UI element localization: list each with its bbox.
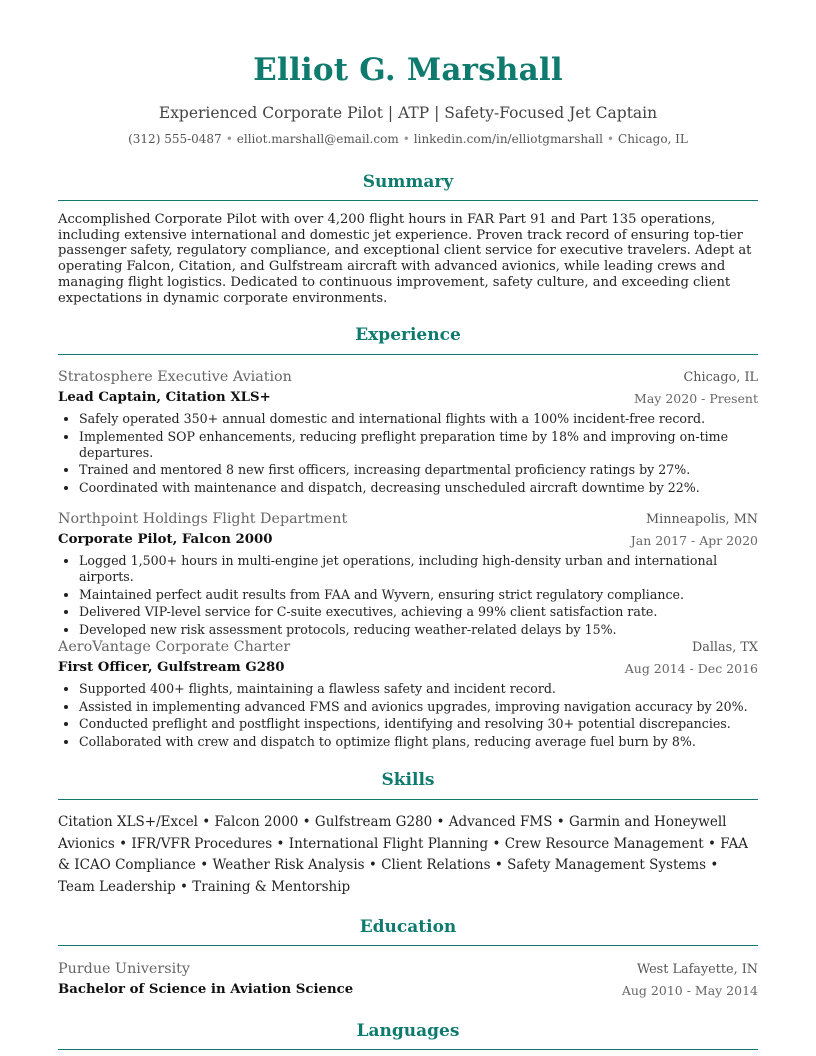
experience-company: Northpoint Holdings Flight Department: [58, 511, 348, 527]
experience-dates: Aug 2014 - Dec 2016: [624, 661, 758, 676]
skills-text: Citation XLS+/Excel • Falcon 2000 • Gulfstream G280 • Advanced FMS • Garmin and Honeywell Avionics • IFR/VFR Procedures • International Flight Planning • Crew Resource Management • FAA & ICAO Compliance • Weather Risk Analysis • Client Relations • Safety Management Systems • Team Leadership • Training & Mentorship: [58, 814, 748, 895]
experience-bullets: [58, 553, 758, 638]
section-title-languages: Languages: [356, 1021, 460, 1041]
experience-bullet: • Safely operated 350+ annual domestic and international flights with a 100% incident-free record.: [79, 411, 758, 427]
experience-role: Lead Captain, Citation XLS+: [58, 390, 271, 405]
section-divider: [58, 799, 758, 800]
contact-separator: •: [225, 132, 233, 146]
section-title-education: Education: [359, 917, 457, 937]
experience-bullet: • Collaborated with crew and dispatch to optimize flight plans, reducing average fuel burn by 8%.: [79, 734, 758, 750]
experience-dates: Jan 2017 - Apr 2020: [630, 533, 758, 548]
experience-location: Chicago, IL: [683, 370, 758, 385]
experience-entry: [58, 369, 758, 497]
experience-bullet: • Coordinated with maintenance and dispatch, decreasing unscheduled aircraft downtime by 22%.: [79, 480, 758, 496]
summary-text: Accomplished Corporate Pilot with over 4,200 flight hours in FAR Part 91 and Part 135 operations, including extensive international and domestic jet experience. Proven track record of ensuring top-tier passenger safety, regulatory compliance, and exceptional client service for executive travelers. Adept at operating Falcon, Citation, and Gulfstream aircraft with advanced avionics, while leading crews and managing flight logistics. Dedicated to continuous improvement, safety culture, and exceeding client expectations in dynamic corporate environments.: [58, 212, 752, 306]
education-degree-row: [58, 982, 758, 1003]
contact-linkedin[interactable]: linkedin.com/in/elliotgmarshall: [413, 132, 603, 146]
experience-role-row: [58, 660, 758, 681]
section-divider: [58, 200, 758, 201]
section-title-experience: Experience: [355, 325, 461, 345]
experience-company-row: [58, 511, 758, 532]
experience-role-row: [58, 532, 758, 553]
experience-entry: [58, 511, 758, 639]
section-title-summary: Summary: [362, 172, 454, 192]
experience-role: First Officer, Gulfstream G280: [58, 660, 285, 675]
experience-bullet: • Maintained perfect audit results from FAA and Wyvern, ensuring strict regulatory compliance.: [79, 587, 758, 603]
experience-bullet: • Delivered VIP-level service for C-suite executives, achieving a 99% client satisfaction rate.: [79, 604, 758, 620]
candidate-name: Elliot G. Marshall: [253, 52, 563, 88]
experience-company: Stratosphere Executive Aviation: [58, 369, 292, 385]
experience-bullet: • Conducted preflight and postflight inspections, identifying and resolving 30+ potential discrepancies.: [79, 716, 758, 732]
experience-role: Corporate Pilot, Falcon 2000: [58, 532, 273, 547]
experience-bullet: • Supported 400+ flights, maintaining a flawless safety and incident record.: [79, 681, 758, 697]
education-school-row: [58, 961, 758, 982]
education-degree: Bachelor of Science in Aviation Science: [58, 982, 354, 997]
experience-company: AeroVantage Corporate Charter: [58, 639, 291, 655]
experience-location: Dallas, TX: [691, 640, 758, 655]
experience-bullet: • Developed new risk assessment protocols, reducing weather-related delays by 15%.: [79, 622, 758, 638]
experience-company-row: [58, 369, 758, 390]
education-location: West Lafayette, IN: [636, 962, 758, 977]
experience-bullet: • Logged 1,500+ hours in multi-engine jet operations, including high-density urban and international airports.: [79, 553, 758, 585]
experience-bullet: • Assisted in implementing advanced FMS and avionics upgrades, improving navigation accuracy by 20%.: [79, 699, 758, 715]
contact-line: [58, 132, 758, 146]
experience-bullets: [58, 411, 758, 496]
section-divider: [58, 354, 758, 355]
experience-bullets: [58, 681, 758, 750]
contact-email[interactable]: elliot.marshall@email.com: [236, 132, 399, 146]
education-school: Purdue University: [58, 961, 190, 977]
section-divider: [58, 945, 758, 946]
contact-phone: (312) 555-0487: [128, 132, 222, 146]
experience-role-row: [58, 390, 758, 411]
contact-location: Chicago, IL: [618, 132, 688, 146]
experience-bullet: • Trained and mentored 8 new first officers, increasing departmental proficiency ratings by 27%.: [79, 462, 758, 478]
experience-entry: [58, 639, 758, 751]
contact-separator: •: [606, 132, 615, 146]
candidate-headline: Experienced Corporate Pilot | ATP | Safety-Focused Jet Captain: [158, 104, 658, 122]
experience-location: Minneapolis, MN: [646, 512, 758, 527]
section-title-skills: Skills: [381, 770, 435, 790]
experience-company-row: [58, 639, 758, 660]
experience-bullet: • Implemented SOP enhancements, reducing preflight preparation time by 18% and improving on-time departures.: [79, 429, 758, 461]
experience-dates: May 2020 - Present: [634, 391, 758, 406]
education-dates: Aug 2010 - May 2014: [621, 983, 758, 998]
contact-separator: •: [402, 132, 410, 146]
section-divider: [58, 1049, 758, 1050]
education-entry: [58, 961, 758, 1003]
